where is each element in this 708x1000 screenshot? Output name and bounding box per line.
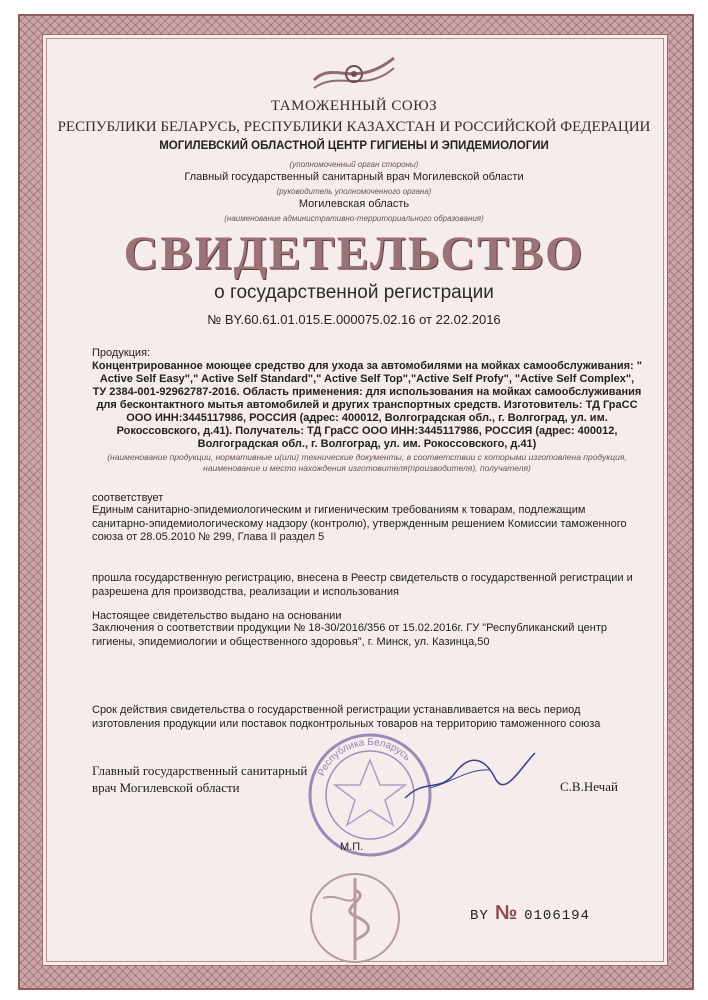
signatory-position xyxy=(92,762,307,796)
signatory-position-line2: врач Могилевской области xyxy=(92,780,240,795)
region-hint: (наименование административно-территориального образования) xyxy=(224,214,484,223)
basis-text: Заключения о соответствии продукции № 18-30/2016/356 от 15.02.2016г. ГУ "Республиканский центр гигиены, эпидемиологии и общественного здоровья", г. Минск, ул. Казинца,50 xyxy=(92,622,608,648)
certificate-number-line: № BY.60.61.01.015.E.000075.02.16 от 22.02.2016 xyxy=(207,312,501,327)
signatory-name: С.В.Нечай xyxy=(560,779,618,794)
product-label: Продукция: xyxy=(92,347,151,359)
hygiene-caduceus-watermark-icon xyxy=(303,868,407,968)
certificate-subtitle: о государственной регистрации xyxy=(214,282,494,303)
handwritten-signature-icon xyxy=(400,748,540,808)
basis-label: Настоящее свидетельство выдано на основании xyxy=(92,610,342,622)
serial-number xyxy=(470,902,590,925)
head-hint: (руководитель уполномоченного органа) xyxy=(276,187,432,196)
validity-text: Срок действия свидетельства о государственной регистрации устанавливается на весь период изготовления продукции или поставок подконтрольных товаров на территорию таможенного союза xyxy=(92,704,601,730)
authority-hint: (уполномоченный орган стороны) xyxy=(289,160,419,169)
product-hint: (наименование продукции, нормативные и(или) технические документы, в соответствии с которыми изготовлена продукция, наименование и место нахождения изготовителя(производителя), получателя) xyxy=(107,452,627,473)
serial-prefix: BY xyxy=(470,908,489,924)
seal-mark: М.П. xyxy=(340,841,364,853)
serial-digits: 0106194 xyxy=(524,908,590,924)
certificate-title: СВИДЕТЕЛЬСТВО xyxy=(123,227,585,280)
republics-title: РЕСПУБЛИКИ БЕЛАРУСЬ, РЕСПУБЛИКИ КАЗАХСТАН И РОССИЙСКОЙ ФЕДЕРАЦИИ xyxy=(57,119,651,135)
union-title: ТАМОЖЕННЫЙ СОЮЗ xyxy=(270,98,438,114)
product-description: Концентрированное моющее средство для ухода за автомобилями на мойках самообслуживания: " Active Self Easy"," Active Self Standard"," Active Self Top","Active Self Profy", "Active Self Complex", ТУ 2384-001-92962787-2016. Область применения: для использования на мойках самообслуживания для бесконтактного мытья автомобилей и других транспортных средств. Изготовитель: ТД ГраСС ООО ИНН:3445117986, РОССИЯ (адрес: 400012, Волгоградская обл., г. Волгоград, ул. им. Рокоссовского, д.41). Получатель: ТД ГраСС ООО ИНН:3445117986, РОССИЯ (адрес: 400012, Волгоградская обл., г. Волгоград, ул. им. Рокоссовского, д.41) xyxy=(92,360,642,450)
region-name: Могилевская область xyxy=(298,198,410,210)
seal-text: Республика Беларусь xyxy=(316,736,413,778)
customs-union-emblem-icon xyxy=(309,50,399,96)
head-title: Главный государственный санитарный врач Могилевской области xyxy=(184,171,524,183)
conformity-label: соответствует xyxy=(92,492,164,504)
signatory-position-line1: Главный государственный санитарный xyxy=(92,763,308,778)
serial-no-sign: № xyxy=(494,902,519,924)
registration-text: прошла государственную регистрацию, внесена в Реестр свидетельств о государственной регистрации и разрешена для производства, реализации и использования xyxy=(92,572,633,598)
authority-name: МОГИЛЕВСКИЙ ОБЛАСТНОЙ ЦЕНТР ГИГИЕНЫ И ЭПИДЕМИОЛОГИИ xyxy=(159,140,549,152)
conformity-text: Единым санитарно-эпидемиологическим и гигиеническим требованиям к товарам, подлежащим санитарно-эпидемиологическому надзору (контролю), утвержденным решением Комиссии таможенного союза от 28.05.2010 № 299, Глава II раздел 5 xyxy=(92,504,627,543)
